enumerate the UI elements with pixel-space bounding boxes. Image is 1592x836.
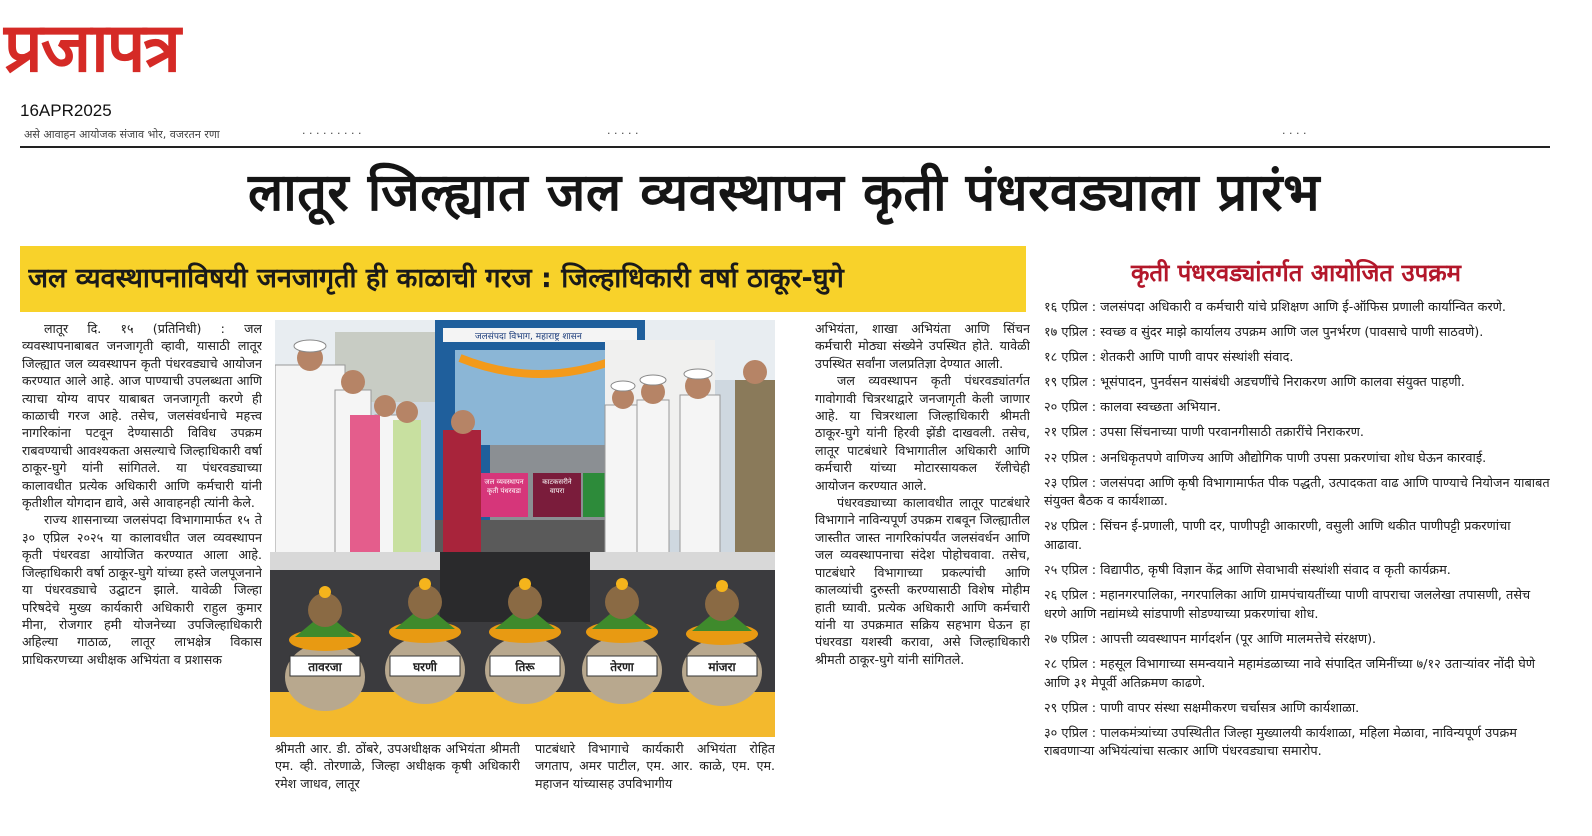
schedule-item: १६ एप्रिल : जलसंपदा अधिकारी व कर्मचारी यांचे प्रशिक्षण आणि ई-ऑफिस प्रणाली कार्यान्वित करणे.: [1044, 300, 1506, 315]
cut-off-text-strip: [22, 124, 1547, 144]
cut-off-text: · · · · · · · · ·: [302, 127, 362, 140]
pot-label: तावरजा: [308, 660, 342, 674]
cut-off-text: · · · · ·: [607, 127, 639, 140]
schedule-item: १७ एप्रिल : स्वच्छ व सुंदर माझे कार्यालय उपक्रम आणि जल पुनर्भरण (पावसाचे पाणी साठवणे).: [1044, 325, 1484, 341]
article-column-2: [815, 320, 1030, 798]
article-continuation: श्रीमती आर. डी. ठोंबरे, उपअधीक्षक अभियंता श्रीमती एम. व्ही. तोरणाळे, जिल्हा अधीक्षक कृषी अधिकारी रमेश जाधव, लातूर: [275, 741, 520, 791]
schedule-item: २० एप्रिल : कालवा स्वच्छता अभियान.: [1044, 400, 1221, 416]
pot-label: घरणी: [413, 660, 437, 674]
photo-water-pots-illustration: [270, 552, 775, 737]
schedule-item: २५ एप्रिल : विद्यापीठ, कृषी विज्ञान केंद्र आणि सेवाभावी संस्थांशी संवाद व कृती कार्यक्रम.: [1044, 563, 1451, 579]
photo-inauguration: [275, 320, 775, 555]
vehicle-banner-text: जलसंपदा विभाग, महाराष्ट्र शासन: [475, 332, 582, 342]
pot-label: तिरू: [515, 660, 535, 674]
article-paragraph: अभियंता, शाखा अभियंता आणि सिंचन कर्मचारी मोठ्या संख्येने उपस्थित होते. यावेळी उपस्थित सर्वांना जलप्रतिज्ञा देण्यात आली.: [815, 321, 1030, 371]
divider-rule: [20, 146, 1550, 148]
schedule-item: २९ एप्रिल : पाणी वापर संस्था सक्षमीकरण चर्चासत्र आणि कार्यशाळा.: [1044, 700, 1360, 716]
cut-off-text: · · · ·: [1282, 127, 1307, 140]
pot-label: मांजरा: [708, 660, 736, 674]
schedule-item: २४ एप्रिल : सिंचन ई-प्रणाली, पाणी दर, पाणीपट्टी आकारणी, वसुली आणि थकीत पाणीपट्टी प्रकरणांचा आढावा.: [1044, 519, 1511, 553]
masthead: [4, 8, 304, 92]
article-subheadline: जल व्यवस्थापनाविषयी जनजागृती ही काळाची गरज : जिल्हाधिकारी वर्षा ठाकूर-घुगे: [28, 263, 844, 294]
vehicle-sign-text: जल व्यवस्थापन कृती पंधरवडा: [484, 478, 524, 495]
sidebar-title: कृती पंधरवड्यांतर्गत आयोजित उपक्रम: [1130, 259, 1462, 287]
article-headline: लातूर जिल्ह्यात जल व्यवस्थापन कृती पंधरवड्याला प्रारंभ: [247, 163, 1321, 223]
schedule-item: २२ एप्रिल : अनधिकृतपणे वाणिज्य आणि औद्योगिक पाणी उपसा प्रकरणांचा शोध घेऊन कारवाई.: [1044, 450, 1487, 466]
article-paragraph: राज्य शासनाच्या जलसंपदा विभागामार्फत १५ ते ३० एप्रिल २०२५ या कालावधीत जल व्यवस्थापन कृती पंधरवडा आयोजित करण्यात आला आहे. जिल्हाधिकारी वर्षा ठाकूर-घुगे यांच्या हस्ते जलपूजनाने या पंधरवड्याचे उद्घाटन झाले. यावेळी जिल्हा परिषदेचे मुख्य कार्यकारी अधिकारी राहुल कुमार मीना, रोजगार हमी योजनेच्या उपजिल्हाधिकारी अहिल्या गाठाळ, लातूर लाभक्षेत्र विकास प्राधिकरणच्या अधीक्षक अभियंता व प्रशासक: [22, 512, 262, 667]
issue-date: 16APR2025: [20, 101, 112, 120]
schedule-item: ३० एप्रिल : पालकमंत्र्यांच्या उपस्थितीत जिल्हा मुख्यालयी कार्यशाळा, महिला मेळावा, नाविन्यपूर्ण उपक्रम राबवणाऱ्या अभियंत्यांचा सत्कार आणि पंधरवड्याचा समारोप.: [1044, 725, 1517, 760]
schedule-item: २७ एप्रिल : आपत्ती व्यवस्थापन मार्गदर्शन (पूर आणि मालमत्तेचे संरक्षण).: [1044, 631, 1377, 647]
cut-off-text: असे आवाहन आयोजक संजाव भोर, वजरतन रणा: [24, 128, 220, 141]
article-column-1: [22, 320, 262, 800]
schedule-item: २१ एप्रिल : उपसा सिंचनाच्या पाणी परवानगीसाठी तक्रारींचे निराकरण.: [1044, 425, 1364, 441]
article-paragraph: जल व्यवस्थापन कृती पंधरवड्यांतर्गत गावोगावी चित्ररथाद्वारे जनजागृती केली जाणार आहे. या चित्ररथाला जिल्हाधिकारी श्रीमती ठाकूर-घुगे यांनी हिरवी झेंडी दाखवली. तसेच, लातूर पाटबंधारे विभागातील अधिकारी आणि कर्मचारी यांच्या मोटारसायकल रॅलीचेही आयोजन करण्यात आले.: [815, 373, 1030, 493]
activity-schedule-list: [1044, 299, 1552, 807]
newspaper-logo: प्रजापत्र: [4, 8, 179, 88]
article-paragraph: पंधरवड्याच्या कालावधीत लातूर पाटबंधारे विभागाने नाविन्यपूर्ण उपक्रम राबवून जिल्ह्यातील जास्तीत जास्त नागरिकांपर्यंत जलसंवर्धन आणि जल व्यवस्थापनाचा संदेश पोहोचवावा. तसेच, पाटबंधारे विभागाच्या प्रकल्पांची आणि कालव्यांची दुरुस्ती करण्यासाठी विशेष मोहीम हाती घ्यावी. प्रत्येक अधिकारी आणि कर्मचारी यांनी या उपक्रमात सक्रिय सहभाग घेऊन हा पंधरवडा यशस्वी करावा, असे जिल्हाधिकारी श्रीमती ठाकूर-घुगे यांनी सांगितले.: [815, 495, 1030, 667]
pot-label: तेरणा: [610, 660, 634, 674]
photo-water-pots: [270, 552, 775, 737]
schedule-item: १८ एप्रिल : शेतकरी आणि पाणी वापर संस्थांशी संवाद.: [1044, 350, 1294, 366]
photo-inauguration-illustration: [275, 320, 775, 555]
schedule-item: २८ एप्रिल : महसूल विभागाच्या समन्वयाने महामंडळाच्या नावे संपादित जमिनींच्या ७/१२ उताऱ्यांवर नोंदी घेणे आणि ३१ मेपूर्वी अतिक्रमण काढणे.: [1044, 656, 1536, 691]
vehicle-sign-text: काटकसरीने वापरा: [542, 478, 572, 495]
schedule-item: २६ एप्रिल : महानगरपालिका, नगरपालिका आणि ग्रामपंचायतींच्या पाणी वापराचा जललेखा तपासणी, तसेच धरणे आणि नद्यांमध्ये सांडपाणी सोडण्याच्या प्रकरणांचा शोध.: [1044, 588, 1531, 622]
article-continuation: पाटबंधारे विभागाचे कार्यकारी अभियंता रोहित जगताप, अमर पाटील, एम. आर. काळे, एम. एम. महाजन यांच्यासह उपविभागीय: [535, 741, 775, 791]
article-paragraph: लातूर दि. १५ (प्रतिनिधी) : जल व्यवस्थापनाबाबत जनजागृती व्हावी, यासाठी लातूर जिल्ह्यात जल व्यवस्थापन कृती पंधरवड्याचे आयोजन करण्यात आले आहे. आज पाण्याची उपलब्धता आणि त्याचा योग्य वापर याबाबत जनजागृती करणे ही काळाची गरज आहे. तसेच, जलसंवर्धनाचे महत्त्व नागरिकांना पटवून देण्यासाठी विविध उपक्रम राबवण्याची आवश्यकता असल्याचे जिल्हाधिकारी वर्षा ठाकूर-घुगे यांनी सांगितले. या पंधरवड्याच्या कालावधीत प्रत्येक अधिकारी आणि कर्मचारी यांनी कृतीशील योगदान द्यावे, असे आवाहनही त्यांनी केले.: [22, 321, 262, 511]
schedule-item: २३ एप्रिल : जलसंपदा आणि कृषी विभागामार्फत पीक पद्धती, उत्पादकता वाढ आणि पाण्याचे नियोजन याबाबत संयुक्त बैठक व कार्यशाळा.: [1044, 475, 1550, 510]
schedule-item: १९ एप्रिल : भूसंपादन, पुनर्वसन यासंबंधी अडचणींचे निराकरण आणि कालवा संयुक्त पाहणी.: [1044, 375, 1465, 391]
